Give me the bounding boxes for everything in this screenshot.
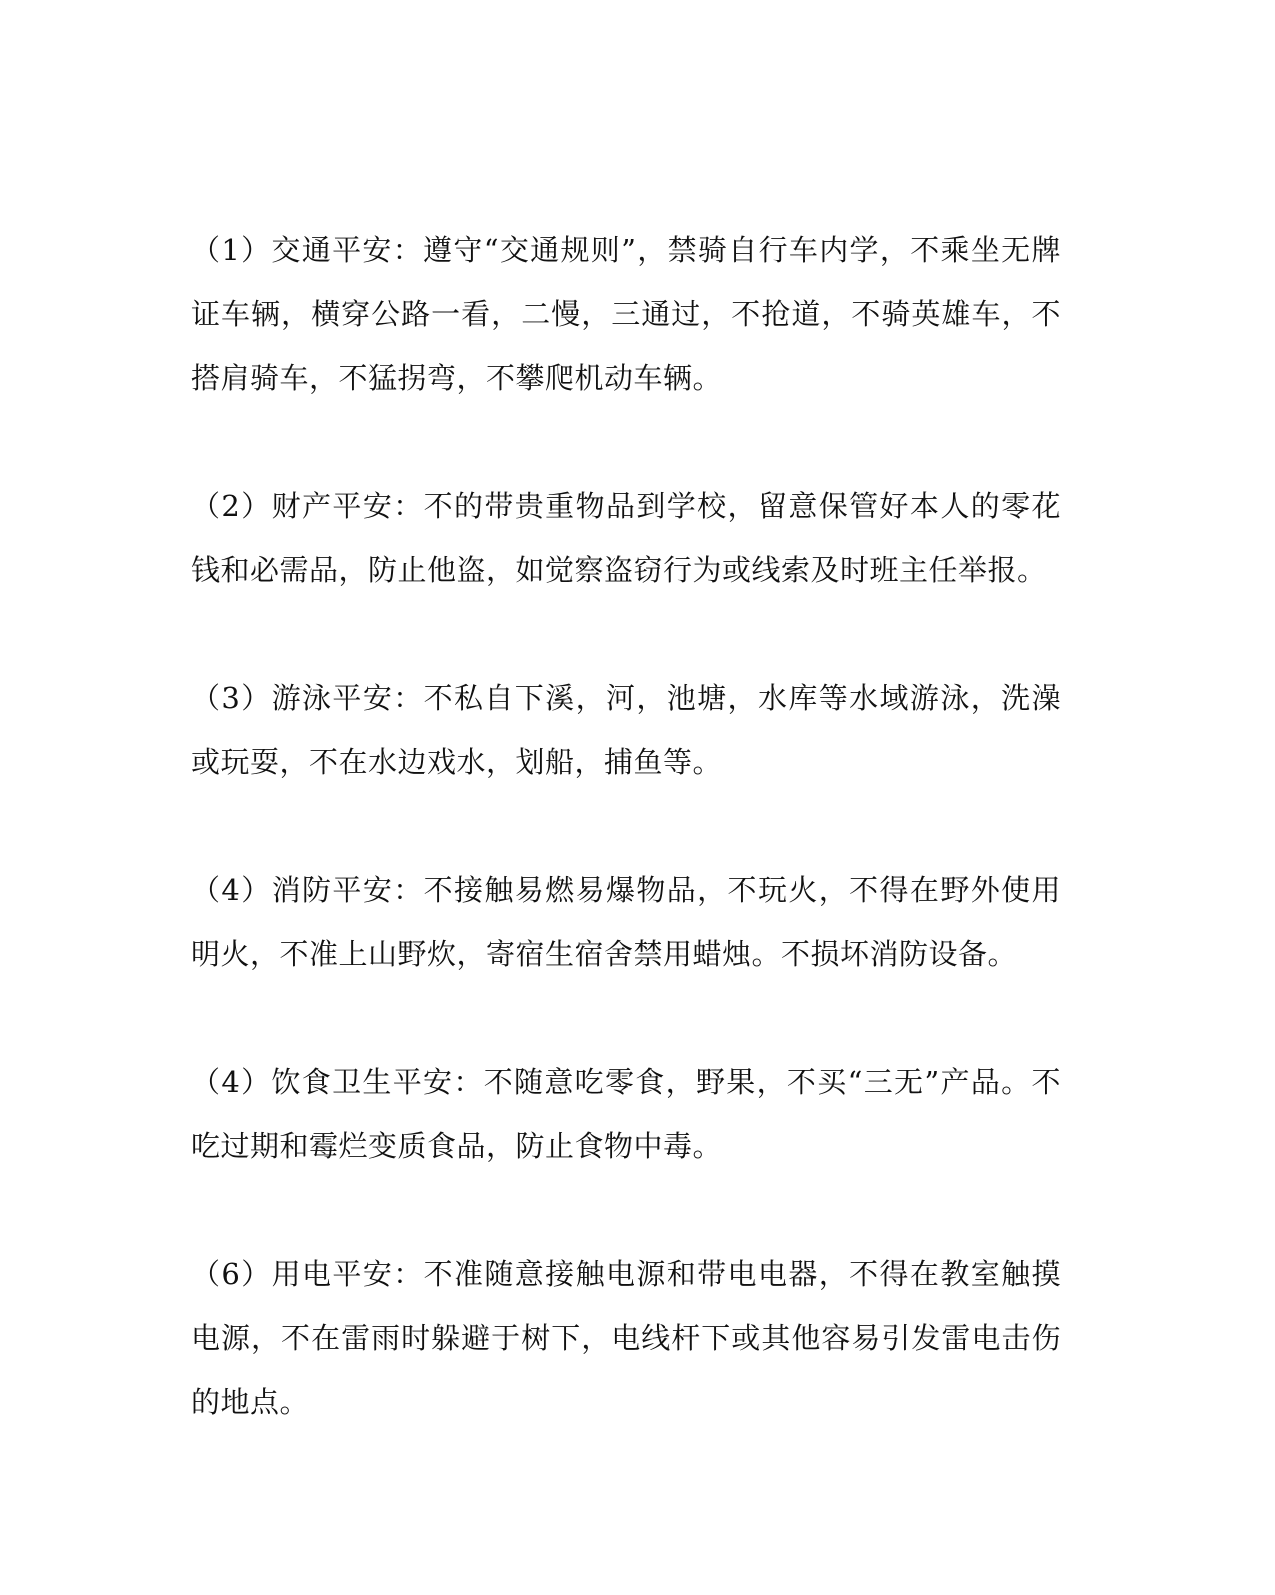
paragraph-food-safety: （4）饮食卫生平安：不随意吃零食，野果，不买“三无”产品。不吃过期和霉烂变质食品，防止食物中毒。 <box>191 1065 1061 1163</box>
paragraph-fire-safety: （4）消防平安：不接触易燃易爆物品，不玩火，不得在野外使用明火，不准上山野炊，寄宿生宿舍禁用蜡烛。不损坏消防设备。 <box>191 873 1061 971</box>
paragraph-traffic-safety: （1）交通平安：遵守“交通规则”，禁骑自行车内学，不乘坐无牌证车辆，横穿公路一看，二慢，三通过，不抢道，不骑英雄车，不搭肩骑车，不猛拐弯，不攀爬机动车辆。 <box>191 233 1061 395</box>
paragraph-electricity-safety: （6）用电平安：不准随意接触电源和带电电器，不得在教室触摸电源，不在雷雨时躲避于树下，电线杆下或其他容易引发雷电击伤的地点。 <box>191 1257 1061 1419</box>
paragraph-property-safety: （2）财产平安：不的带贵重物品到学校，留意保管好本人的零花钱和必需品，防止他盗，如觉察盗窃行为或线索及时班主任举报。 <box>191 489 1061 587</box>
paragraph-swimming-safety: （3）游泳平安：不私自下溪，河，池塘，水库等水域游泳，洗澡或玩耍，不在水边戏水，划船，捕鱼等。 <box>191 681 1061 779</box>
document-body <box>191 218 1061 1498</box>
